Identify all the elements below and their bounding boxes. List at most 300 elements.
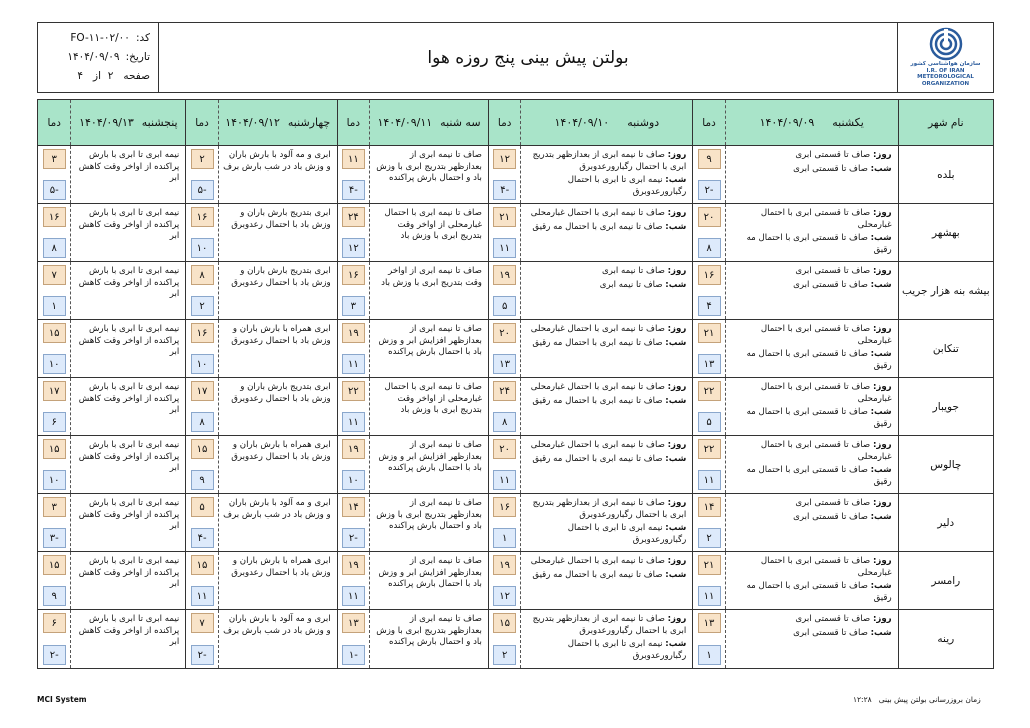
- min-temp: ۸: [698, 238, 721, 258]
- min-temp: ۱۲: [493, 586, 516, 606]
- forecast-text: صاف تا نیمه ابری از بعدازظهر بتدریج ابری با وزش باد و احتمال بارش پراکنده: [376, 498, 482, 531]
- max-temp: ۲۲: [698, 439, 721, 459]
- day-forecast-text: صاف تا قسمتی ابری با احتمال غبارمحلی: [760, 382, 892, 404]
- forecast-text: نیمه ابری تا ابری با بارش پراکنده از اواخر وقت کاهش ابر: [78, 614, 180, 647]
- day-forecast: [525, 324, 686, 336]
- day-forecast-text: صاف تا قسمتی ابری: [795, 266, 871, 276]
- description-text: [219, 552, 337, 579]
- night-forecast: [730, 349, 892, 372]
- forecast-description: [369, 262, 488, 319]
- night-forecast: [525, 338, 686, 350]
- city-name: رینه: [898, 610, 993, 668]
- forecast-description: [520, 320, 692, 377]
- organization-logo: [897, 23, 993, 92]
- description-text: [726, 320, 898, 372]
- night-label: شب:: [870, 511, 892, 522]
- forecast-text: ابری همراه با بارش باران و وزش باد با احتمال رعدوبرق: [231, 440, 331, 462]
- description-text: [521, 552, 692, 581]
- forecast-description: [725, 494, 898, 551]
- night-forecast-text: نیمه ابری تا ابری با احتمال رگبارورعدوبرق: [567, 175, 687, 197]
- max-temp: ۱۶: [698, 265, 721, 285]
- night-label: شب:: [870, 627, 892, 638]
- table-row: [38, 552, 993, 610]
- description-text: [71, 378, 185, 417]
- day-header-1: [725, 100, 898, 145]
- max-temp: ۱۵: [43, 555, 66, 575]
- temperature-cell: [337, 146, 369, 203]
- forecast-description: [520, 378, 692, 435]
- max-temp: ۱۶: [191, 207, 214, 227]
- forecast-text: صاف تا نیمه ابری از بعدازظهر بتدریج ابری با وزش باد و احتمال بارش پراکنده: [376, 150, 482, 183]
- day-forecast-text: صاف تا نیمه ابری: [602, 266, 665, 276]
- description-text: [71, 552, 185, 591]
- city-name: بلده: [898, 146, 993, 203]
- min-temp: -۴: [493, 180, 516, 200]
- forecast-description: [369, 204, 488, 261]
- temp-column-header: دما: [337, 100, 369, 145]
- forecast-description: [369, 320, 488, 377]
- night-label: شب:: [665, 639, 687, 649]
- day-label: روز:: [667, 614, 687, 624]
- temperature-cell: [185, 204, 217, 261]
- night-forecast: [730, 407, 892, 430]
- max-temp: ۲۲: [698, 381, 721, 401]
- forecast-description: [725, 146, 898, 203]
- description-text: [219, 610, 337, 637]
- day-label: روز:: [667, 266, 687, 276]
- table-row: [38, 378, 993, 436]
- temperature-cell: [692, 262, 724, 319]
- max-temp: ۱۵: [493, 613, 516, 633]
- max-temp: ۱۹: [342, 439, 365, 459]
- day-forecast-text: صاف تا نیمه ابری از بعدازظهر بتدریج ابری با احتمال رگبارورعدوبرق: [532, 498, 687, 520]
- min-temp: -۵: [191, 180, 214, 200]
- min-temp: ۱۰: [191, 354, 214, 374]
- max-temp: ۷: [43, 265, 66, 285]
- night-label: شب:: [870, 279, 892, 290]
- day-date: ۱۴۰۴/۰۹/۱۲: [225, 116, 280, 129]
- temperature-cell: [38, 146, 70, 203]
- temperature-cell: [38, 610, 70, 668]
- forecast-description: [725, 262, 898, 319]
- forecast-description: [218, 320, 337, 377]
- day-forecast: [730, 556, 892, 579]
- min-temp: ۴: [698, 296, 721, 316]
- day-label: روز:: [667, 498, 687, 508]
- max-temp: ۲۲: [342, 381, 365, 401]
- night-forecast-text: صاف تا نیمه ابری با احتمال مه رقیق: [532, 337, 663, 348]
- night-label: شب:: [665, 279, 687, 290]
- forecast-description: [369, 494, 488, 551]
- table-row: [38, 610, 993, 668]
- forecast-description: [520, 146, 692, 203]
- temperature-cell: [488, 146, 520, 203]
- forecast-text: نیمه ابری تا ابری با بارش پراکنده از اواخر وقت کاهش ابر: [78, 208, 180, 241]
- min-temp: ۱۱: [342, 586, 365, 606]
- night-forecast-text: صاف تا نیمه ابری: [599, 279, 663, 290]
- day-label: روز:: [872, 324, 892, 334]
- min-temp: ۱۰: [191, 238, 214, 258]
- logo-line-3: METEOROLOGICAL: [917, 74, 974, 80]
- temperature-cell: [488, 204, 520, 261]
- temperature-cell: [692, 320, 724, 377]
- day-name: یکشنبه: [832, 116, 864, 129]
- forecast-description: [70, 262, 185, 319]
- day-forecast: [525, 150, 686, 173]
- temperature-cell: [185, 378, 217, 435]
- temperature-cell: [185, 146, 217, 203]
- night-forecast: [525, 175, 686, 198]
- forecast-description: [218, 262, 337, 319]
- forecast-description: [725, 320, 898, 377]
- max-temp: ۱۷: [43, 381, 66, 401]
- temperature-cell: [38, 204, 70, 261]
- night-forecast-text: صاف تا نیمه ابری با احتمال مه رقیق: [532, 395, 663, 406]
- temperature-cell: [185, 610, 217, 668]
- temperature-cell: [185, 262, 217, 319]
- max-temp: ۲۰: [493, 439, 516, 459]
- night-forecast: [730, 465, 892, 488]
- forecast-text: نیمه ابری تا ابری با بارش پراکنده از اواخر وقت کاهش ابر: [78, 440, 180, 473]
- day-label: روز:: [667, 324, 687, 334]
- forecast-description: [70, 204, 185, 261]
- min-temp: ۱: [698, 645, 721, 665]
- forecast-description: [70, 436, 185, 493]
- day-label: روز:: [872, 440, 892, 450]
- night-forecast: [730, 233, 892, 256]
- meteorology-logo-icon: [929, 27, 963, 61]
- day-date: ۱۴۰۴/۰۹/۰۹: [759, 116, 815, 129]
- forecast-description: [369, 146, 488, 203]
- day-forecast-text: صاف تا قسمتی ابری با احتمال غبارمحلی: [760, 324, 892, 346]
- min-temp: ۱۱: [493, 238, 516, 258]
- day-forecast-text: صاف تا نیمه ابری با احتمال غبارمحلی: [530, 324, 665, 334]
- forecast-description: [520, 262, 692, 319]
- min-temp: ۱: [493, 528, 516, 548]
- max-temp: ۱۷: [191, 381, 214, 401]
- forecast-description: [70, 610, 185, 668]
- table-row: [38, 262, 993, 320]
- min-temp: ۸: [493, 412, 516, 432]
- temperature-cell: [38, 320, 70, 377]
- forecast-description: [520, 552, 692, 609]
- night-forecast-text: صاف تا نیمه ابری با احتمال مه رقیق: [532, 221, 663, 232]
- day-date: ۱۴۰۴/۰۹/۱۱: [377, 116, 433, 129]
- code-value: FO-۱۱-۰۲/۰۰: [70, 32, 130, 44]
- forecast-description: [520, 204, 692, 261]
- day-forecast-text: صاف تا نیمه ابری با احتمال غبارمحلی: [530, 556, 665, 566]
- forecast-description: [70, 494, 185, 551]
- description-text: [370, 610, 488, 649]
- max-temp: ۱۶: [342, 265, 365, 285]
- city-name: چالوس: [898, 436, 993, 493]
- description-text: [521, 204, 692, 233]
- forecast-description: [70, 378, 185, 435]
- night-forecast: [730, 581, 892, 604]
- min-temp: ۱۳: [493, 354, 516, 374]
- forecast-description: [70, 552, 185, 609]
- min-temp: -۱: [342, 645, 365, 665]
- system-label: MCI System: [37, 695, 87, 704]
- forecast-text: ابری و مه آلود با بارش باران و وزش باد در شب بارش برف: [223, 150, 331, 172]
- description-text: [726, 494, 898, 523]
- max-temp: ۱۴: [698, 497, 721, 517]
- max-temp: ۱۶: [191, 323, 214, 343]
- description-text: [71, 610, 185, 649]
- day-forecast: [730, 440, 892, 463]
- min-temp: ۵: [493, 296, 516, 316]
- max-temp: ۱۶: [493, 497, 516, 517]
- day-label: روز:: [667, 382, 687, 392]
- max-temp: ۲۱: [698, 555, 721, 575]
- description-text: [71, 146, 185, 185]
- night-forecast: [525, 280, 686, 292]
- min-temp: ۱: [43, 296, 66, 316]
- day-label: روز:: [872, 208, 892, 218]
- logo-line-2: I.R. OF IRAN: [926, 67, 965, 74]
- forecast-text: نیمه ابری تا ابری با بارش پراکنده از اواخر وقت کاهش ابر: [78, 150, 180, 183]
- night-forecast: [730, 512, 892, 524]
- description-text: [726, 262, 898, 291]
- max-temp: ۶: [43, 613, 66, 633]
- forecast-text: صاف تا نیمه ابری با احتمال غبارمحلی از اواخر وقت بتدریج ابری با وزش باد: [384, 208, 482, 241]
- forecast-description: [520, 436, 692, 493]
- description-text: [370, 552, 488, 591]
- max-temp: ۱۹: [493, 555, 516, 575]
- temp-column-header: دما: [47, 116, 61, 129]
- min-temp: -۵: [43, 180, 66, 200]
- day-forecast: [730, 208, 892, 231]
- description-text: [219, 494, 337, 521]
- table-row: [38, 320, 993, 378]
- max-temp: ۵: [191, 497, 214, 517]
- day-forecast: [730, 324, 892, 347]
- min-temp: ۱۱: [698, 586, 721, 606]
- temperature-cell: [692, 436, 724, 493]
- temperature-cell: [185, 436, 217, 493]
- night-forecast: [525, 222, 686, 234]
- forecast-text: ابری همراه با بارش باران و وزش باد با احتمال رعدوبرق: [231, 324, 331, 346]
- temperature-cell: [38, 552, 70, 609]
- temperature-cell: [692, 552, 724, 609]
- document-meta: [38, 23, 159, 92]
- night-forecast-text: صاف تا قسمتی ابری با احتمال مه رقیق: [746, 581, 892, 603]
- table-row: [38, 494, 993, 552]
- forecast-text: نیمه ابری تا ابری با بارش پراکنده از اواخر وقت کاهش ابر: [78, 498, 180, 531]
- max-temp: ۱۵: [43, 323, 66, 343]
- temperature-cell: [488, 552, 520, 609]
- city-name: بیشه بنه هزار جریب: [898, 262, 993, 319]
- day-label: روز:: [667, 440, 687, 450]
- description-text: [521, 146, 692, 198]
- temperature-cell: [488, 262, 520, 319]
- min-temp: ۵: [698, 412, 721, 432]
- night-forecast-text: صاف تا قسمتی ابری: [793, 279, 868, 290]
- max-temp: ۲: [191, 149, 214, 169]
- forecast-text: صاف تا نیمه ابری از بعدازظهر افزایش ابر و وزش باد با احتمال بارش پراکنده: [378, 556, 482, 589]
- night-forecast-text: نیمه ابری تا ابری با احتمال رگبارورعدوبرق: [567, 523, 687, 545]
- min-temp: ۱۲: [342, 238, 365, 258]
- temperature-cell: [337, 436, 369, 493]
- day-forecast-text: صاف تا قسمتی ابری با احتمال غبارمحلی: [760, 556, 892, 578]
- description-text: [71, 320, 185, 359]
- day-label: روز:: [872, 614, 892, 624]
- night-label: شب:: [665, 395, 687, 406]
- description-text: [726, 146, 898, 175]
- bulletin-header: [37, 22, 994, 93]
- forecast-text: صاف تا نیمه ابری از بعدازظهر افزایش ابر و وزش باد با احتمال بارش پراکنده: [378, 324, 482, 357]
- max-temp: ۱۳: [342, 613, 365, 633]
- table-header-row: [38, 100, 993, 146]
- night-label: شب:: [870, 407, 892, 417]
- night-label: شب:: [870, 581, 892, 591]
- forecast-text: صاف تا نیمه ابری از بعدازظهر بتدریج ابری با وزش باد و احتمال بارش پراکنده: [376, 614, 482, 647]
- max-temp: ۱۱: [342, 149, 365, 169]
- day-forecast: [730, 266, 892, 278]
- night-forecast-text: صاف تا قسمتی ابری با احتمال مه رقیق: [746, 349, 892, 371]
- description-text: [71, 436, 185, 475]
- description-text: [521, 262, 692, 291]
- night-label: شب:: [665, 221, 687, 232]
- forecast-description: [725, 610, 898, 668]
- night-forecast-text: صاف تا نیمه ابری با احتمال مه رقیق: [532, 569, 663, 580]
- day-label: روز:: [667, 208, 687, 218]
- night-forecast-text: صاف تا قسمتی ابری با احتمال مه رقیق: [746, 407, 892, 429]
- max-temp: ۱۴: [342, 497, 365, 517]
- day-name: دوشنبه: [627, 116, 660, 129]
- day-label: روز:: [872, 150, 892, 160]
- temperature-cell: [38, 262, 70, 319]
- day-forecast-text: صاف تا قسمتی ابری با احتمال غبارمحلی: [760, 208, 892, 230]
- min-temp: ۱۱: [698, 470, 721, 490]
- max-temp: ۲۱: [493, 207, 516, 227]
- day-header-3: [369, 100, 488, 145]
- forecast-description: [725, 436, 898, 493]
- temperature-cell: [337, 204, 369, 261]
- min-temp: ۱۱: [342, 412, 365, 432]
- forecast-description: [218, 610, 337, 668]
- description-text: [219, 262, 337, 289]
- night-forecast-text: نیمه ابری تا ابری با احتمال رگبارورعدوبرق: [567, 639, 687, 661]
- temp-column-header: دما: [185, 100, 217, 145]
- temperature-cell: [488, 320, 520, 377]
- temperature-cell: [185, 552, 217, 609]
- day-label: روز:: [667, 150, 687, 160]
- night-forecast-text: صاف تا قسمتی ابری: [793, 511, 868, 522]
- day-forecast: [525, 498, 686, 521]
- day-header-2: [520, 100, 692, 145]
- night-label: شب:: [870, 465, 892, 475]
- temperature-cell: [488, 494, 520, 551]
- description-text: [726, 378, 898, 430]
- forecast-text: ابری و مه آلود با بارش باران و وزش باد در شب بارش برف: [223, 498, 331, 520]
- max-temp: ۱۹: [493, 265, 516, 285]
- description-text: [219, 146, 337, 173]
- temperature-cell: [692, 146, 724, 203]
- forecast-description: [369, 610, 488, 668]
- night-forecast: [730, 280, 892, 292]
- forecast-description: [369, 378, 488, 435]
- day-forecast: [525, 208, 686, 220]
- min-temp: ۱۳: [698, 354, 721, 374]
- min-temp: ۹: [43, 586, 66, 606]
- day-forecast: [525, 382, 686, 394]
- description-text: [370, 320, 488, 359]
- temperature-cell: [337, 378, 369, 435]
- day-label: روز:: [872, 498, 892, 508]
- night-forecast: [525, 523, 686, 546]
- day-forecast-text: صاف تا قسمتی ابری با احتمال غبارمحلی: [760, 440, 892, 462]
- temp-column-header: دما: [488, 100, 520, 145]
- forecast-text: نیمه ابری تا ابری با بارش پراکنده از اواخر وقت کاهش ابر: [78, 382, 180, 415]
- description-text: [726, 204, 898, 256]
- forecast-description: [725, 378, 898, 435]
- day-date: ۱۴۰۴/۰۹/۱۰: [554, 116, 610, 129]
- city-column-header: نام شهر: [898, 100, 993, 145]
- min-temp: ۹: [191, 470, 214, 490]
- day-date: ۱۴۰۴/۰۹/۱۳: [79, 116, 134, 129]
- night-forecast: [730, 164, 892, 176]
- forecast-description: [218, 436, 337, 493]
- forecast-description: [520, 494, 692, 551]
- temperature-cell: [692, 494, 724, 551]
- temperature-cell: [337, 262, 369, 319]
- temperature-cell: [692, 610, 724, 668]
- min-temp: ۸: [191, 412, 214, 432]
- day-forecast: [730, 150, 892, 162]
- city-name: تنکابن: [898, 320, 993, 377]
- max-temp: ۸: [191, 265, 214, 285]
- description-text: [370, 262, 488, 289]
- min-temp: ۱۰: [43, 354, 66, 374]
- city-name: بهشهر: [898, 204, 993, 261]
- day-forecast: [730, 498, 892, 510]
- temperature-cell: [185, 320, 217, 377]
- max-temp: ۲۴: [342, 207, 365, 227]
- day-header-5: [70, 100, 185, 145]
- night-forecast-text: صاف تا نیمه ابری با احتمال مه رقیق: [532, 453, 663, 464]
- day-forecast-text: صاف تا نیمه ابری با احتمال غبارمحلی: [530, 440, 665, 450]
- day-name: سه شنبه: [440, 116, 481, 129]
- night-forecast-text: صاف تا قسمتی ابری: [793, 627, 868, 638]
- max-temp: ۲۰: [698, 207, 721, 227]
- min-temp: ۲: [698, 528, 721, 548]
- night-forecast: [525, 396, 686, 408]
- min-temp: -۴: [191, 528, 214, 548]
- table-row: [38, 204, 993, 262]
- description-text: [370, 204, 488, 243]
- night-label: شب:: [665, 523, 687, 533]
- forecast-text: ابری همراه با بارش باران و وزش باد با احتمال رعدوبرق: [231, 556, 331, 578]
- day-forecast-text: صاف تا قسمتی ابری: [795, 614, 871, 624]
- temperature-cell: [488, 436, 520, 493]
- day-label: روز:: [872, 382, 892, 392]
- forecast-description: [725, 552, 898, 609]
- max-temp: ۲۴: [493, 381, 516, 401]
- min-temp: ۱۰: [342, 470, 365, 490]
- day-forecast: [525, 266, 686, 278]
- temperature-cell: [337, 494, 369, 551]
- max-temp: ۷: [191, 613, 214, 633]
- day-forecast: [525, 556, 686, 568]
- max-temp: ۱۹: [342, 323, 365, 343]
- max-temp: ۱۵: [191, 555, 214, 575]
- temp-column-header: دما: [692, 100, 724, 145]
- description-text: [726, 552, 898, 604]
- temperature-cell: [692, 378, 724, 435]
- day-name: چهارشنبه: [287, 116, 331, 129]
- min-temp: ۳: [342, 296, 365, 316]
